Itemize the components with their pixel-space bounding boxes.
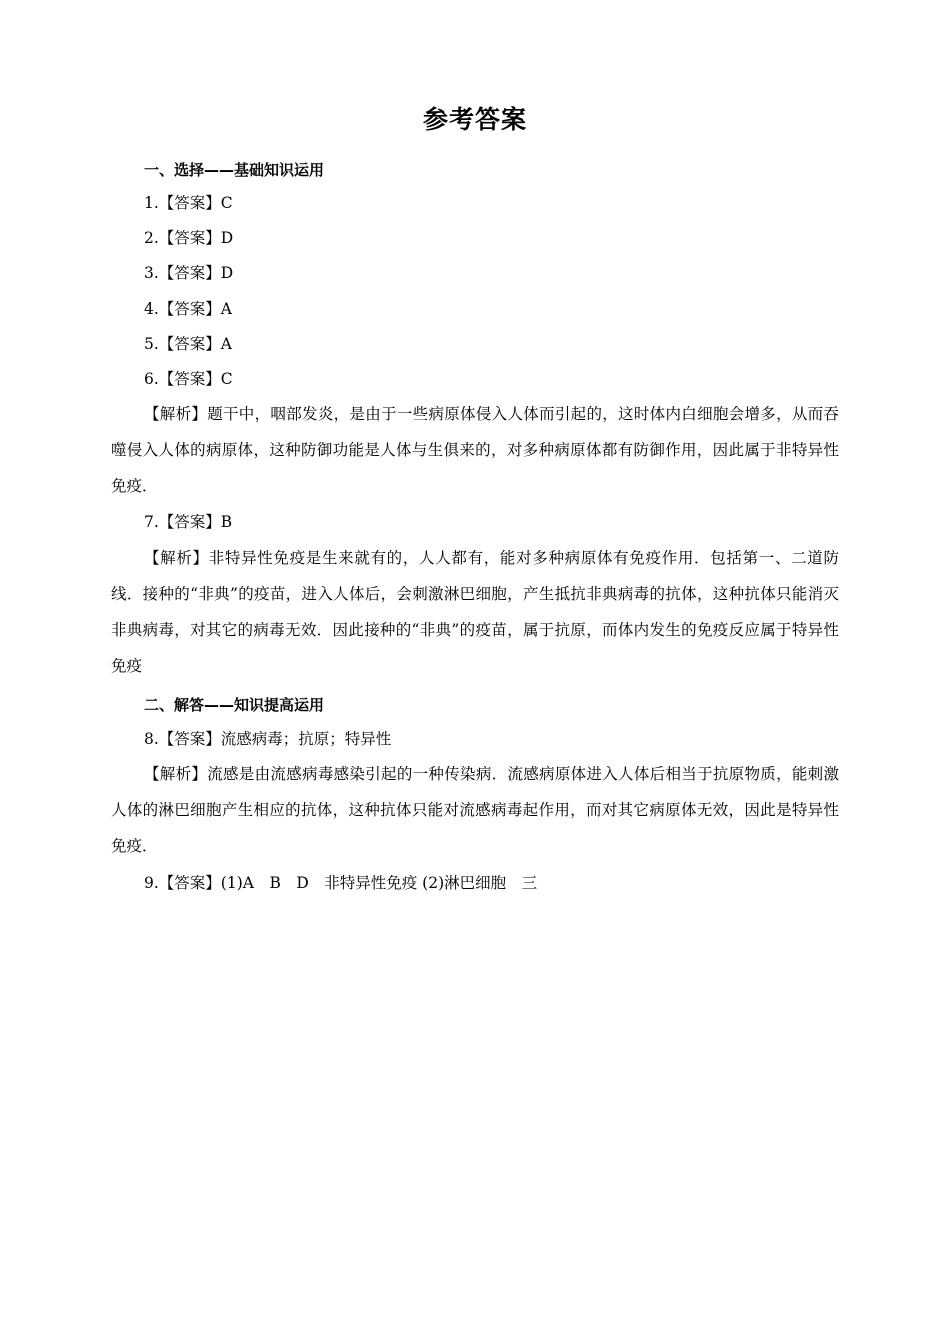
answer-8: 8.【答案】流感病毒；抗原；特异性	[144, 730, 392, 748]
section-heading-answer: 二、解答——知识提高运用	[144, 696, 325, 714]
answer-4: 4.【答案】A	[144, 300, 232, 318]
answer-3: 3.【答案】D	[144, 264, 234, 282]
answer-2: 2.【答案】D	[144, 229, 234, 247]
explanation-6: 【解析】题干中，咽部发炎，是由于一些病原体侵入人体而引起的，这时体内白细胞会增多，从而吞噬侵入人体的病原体，这种防御功能是人体与生俱来的，对多种病原体都有防御作用，因此属于非特异性免疫．	[111, 405, 839, 495]
answer-7: 7.【答案】B	[144, 513, 233, 531]
section-heading-choice: 一、选择——基础知识运用	[144, 161, 325, 179]
explanation-8: 【解析】流感是由流感病毒感染引起的一种传染病．流感病原体进入人体后相当于抗原物质，能刺激人体的淋巴细胞产生相应的抗体，这种抗体只能对流感病毒起作用，而对其它病原体无效，因此是特异性免疫．	[111, 765, 839, 855]
answer-9: 9.【答案】(1)A B D 非特异性免疫 (2)淋巴细胞 三	[144, 874, 538, 892]
explanation-7: 【解析】非特异性免疫是生来就有的，人人都有，能对多种病原体有免疫作用．包括第一、二道防线．接种的“非典”的疫苗，进入人体后，会刺激淋巴细胞，产生抵抗非典病毒的抗体，这种抗体只能消灭非典病毒，对其它的病毒无效．因此接种的“非典”的疫苗，属于抗原，而体内发生的免疫反应属于特异性免疫	[111, 549, 839, 675]
answer-6: 6.【答案】C	[144, 370, 233, 388]
answer-5: 5.【答案】A	[144, 335, 232, 353]
answer-1: 1.【答案】C	[144, 194, 233, 212]
page-title: 参考答案	[422, 105, 527, 134]
